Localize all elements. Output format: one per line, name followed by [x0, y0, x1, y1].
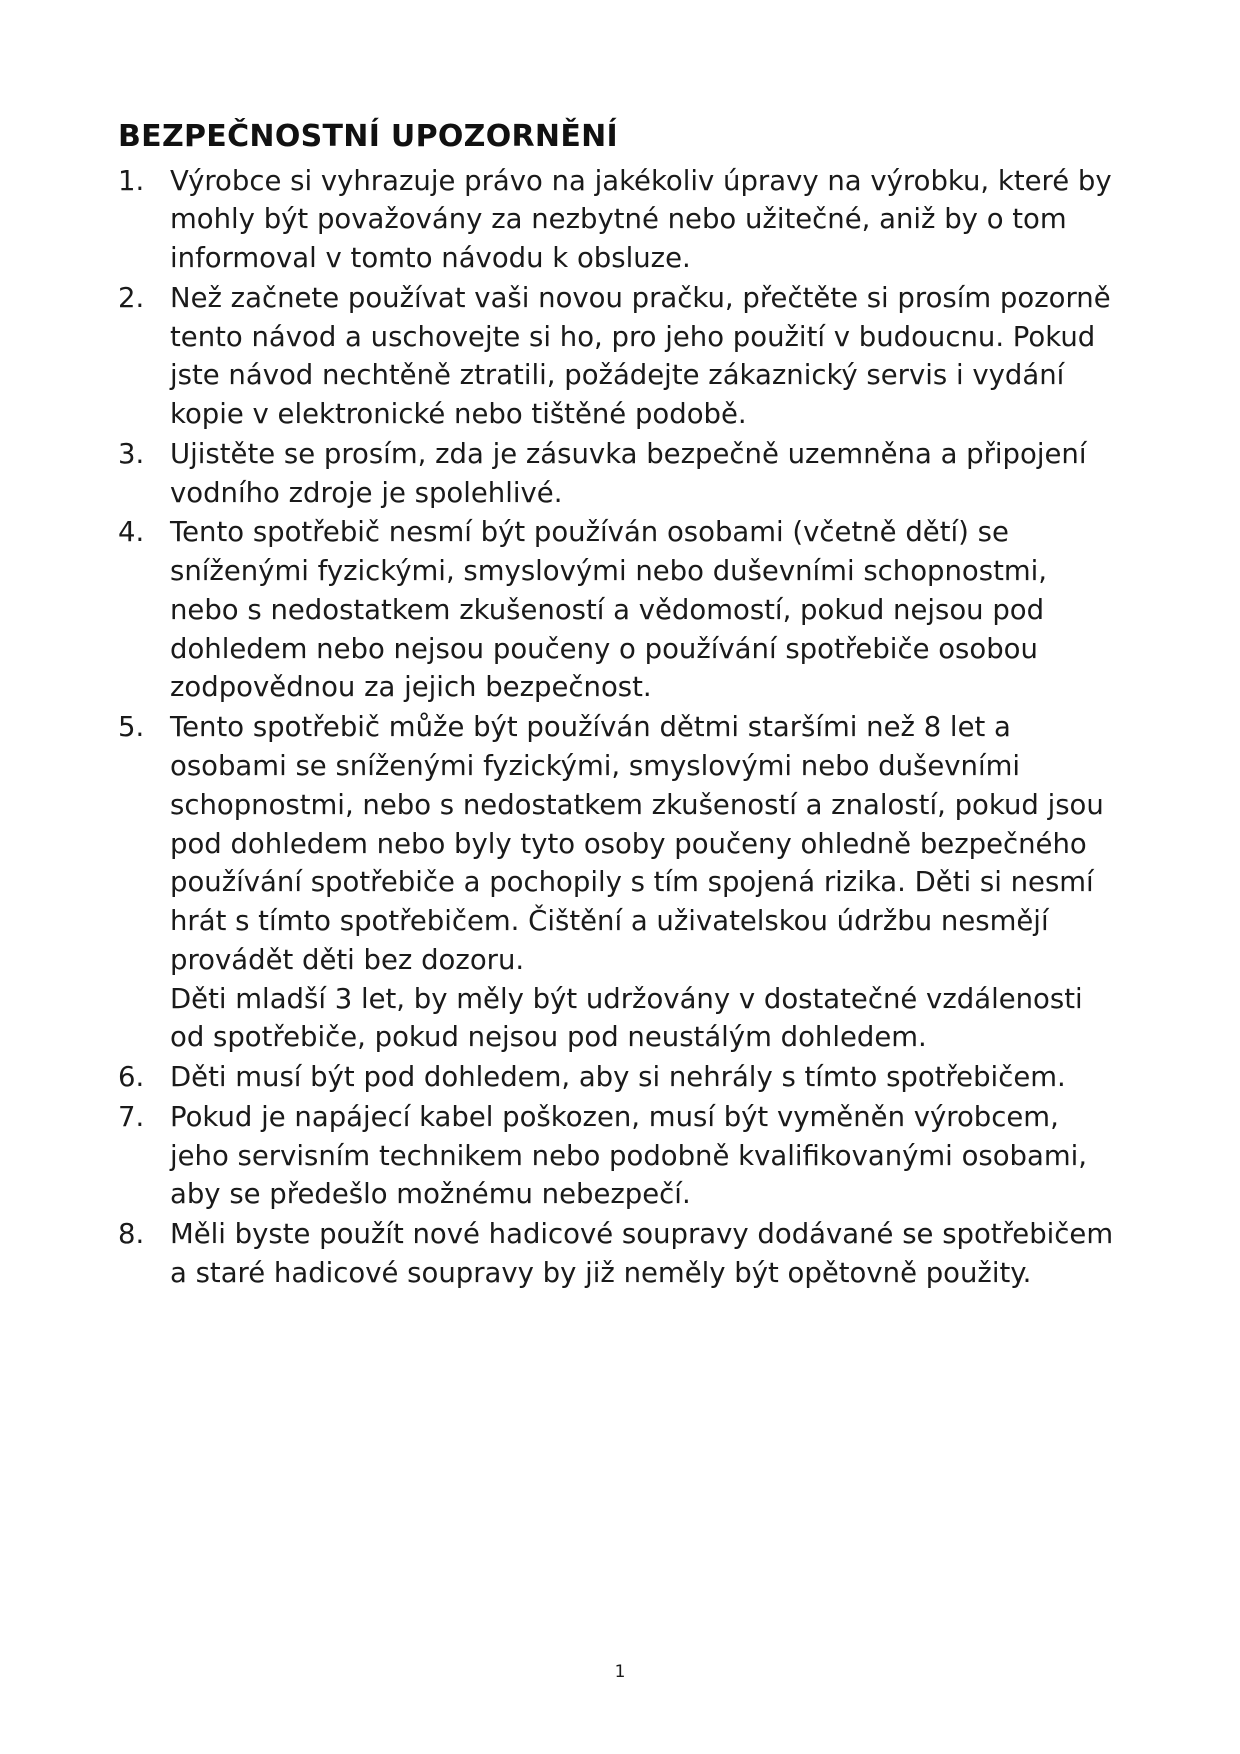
- page-title: BEZPEČNOSTNÍ UPOZORNĚNÍ: [118, 119, 618, 154]
- list-item-paragraph: Tento spotřebič nesmí být používán osobami (včetně dětí) se sníženými fyzickými, smyslovými nebo duševními schopnostmi, nebo s nedostatkem zkušeností a vědomostí, pokud nejsou pod dohledem nebo nejsou poučeny o používání spotřebiče osobou zodpovědnou za jejich bezpečnost.: [170, 516, 1048, 704]
- list-item: [118, 513, 1122, 707]
- list-item-body: [170, 1215, 1122, 1293]
- list-item-paragraph: Tento spotřebič může být používán dětmi staršími než 8 let a osobami se sníženými fyzickými, smyslovými nebo duševními schopnostmi, nebo s nedostatkem zkušeností a znalostí, pokud jsou pod dohledem nebo byly tyto osoby poučeny ohledně bezpečného používání spotřebiče a pochopily s tím spojená rizika. Děti si nesmí hrát s tímto spotřebičem. Čištění a uživatelskou údržbu nesmějí provádět děti bez dozoru.: [170, 711, 1104, 976]
- list-item-paragraph: Než začnete používat vaši novou pračku, přečtěte si prosím pozorně tento návod a uschovejte si ho, pro jeho použití v budoucnu. Pokud jste návod nechtěně ztratili, požádejte zákaznický servis i vydání kopie v elektronické nebo tištěné podobě.: [170, 281, 1111, 431]
- list-item-body: [170, 162, 1122, 278]
- list-item-body: [170, 708, 1122, 1057]
- list-item-paragraph: Děti musí být pod dohledem, aby si nehrály s tímto spotřebičem.: [170, 1061, 1066, 1094]
- list-item: [118, 708, 1122, 1057]
- list-item: [118, 1098, 1122, 1214]
- list-item-number: 1.: [118, 164, 145, 197]
- list-item-paragraph: Ujistěte se prosím, zda je zásuvka bezpečně uzemněna a připojení vodního zdroje je spolehlivé.: [170, 437, 1087, 509]
- list-item: [118, 162, 1122, 278]
- list-item: [118, 1215, 1122, 1293]
- list-item-number: 8.: [118, 1218, 145, 1251]
- list-item-number: 7.: [118, 1100, 145, 1133]
- page-number: 1: [614, 1662, 626, 1682]
- list-item: [118, 1058, 1122, 1097]
- list-item-paragraph: Měli byste použít nové hadicové soupravy dodávané se spotřebičem a staré hadicové soupravy by již neměly být opětovně použity.: [170, 1218, 1114, 1289]
- list-item-body: [170, 1098, 1122, 1214]
- list-item-paragraph: Výrobce si vyhrazuje právo na jakékoliv úpravy na výrobku, které by mohly být považovány za nezbytné nebo užitečné, aniž by o tom informoval v tomto návodu k obsluze.: [170, 164, 1112, 275]
- list-item-paragraph: Pokud je napájecí kabel poškozen, musí být vyměněn výrobcem, jeho servisním technikem nebo podobně kvalifikovanými osobami, aby se předešlo možnému nebezpečí.: [170, 1100, 1088, 1211]
- list-item-number: 6.: [118, 1061, 145, 1094]
- list-item-paragraph: Děti mladší 3 let, by měly být udržovány v dostatečné vzdálenosti od spotřebiče, pokud nejsou pod neustálým dohledem.: [170, 982, 1083, 1054]
- list-item-body: [170, 279, 1122, 434]
- list-item-body: [170, 1058, 1122, 1097]
- list-item-number: 5.: [118, 711, 145, 744]
- list-item-number: 4.: [118, 516, 145, 549]
- list-item-body: [170, 513, 1122, 707]
- list-item: [118, 279, 1122, 434]
- list-item-body: [170, 435, 1122, 513]
- safety-notices-list: [118, 162, 1122, 1293]
- list-item: [118, 435, 1122, 513]
- list-item-number: 2.: [118, 281, 145, 314]
- list-item-number: 3.: [118, 437, 145, 470]
